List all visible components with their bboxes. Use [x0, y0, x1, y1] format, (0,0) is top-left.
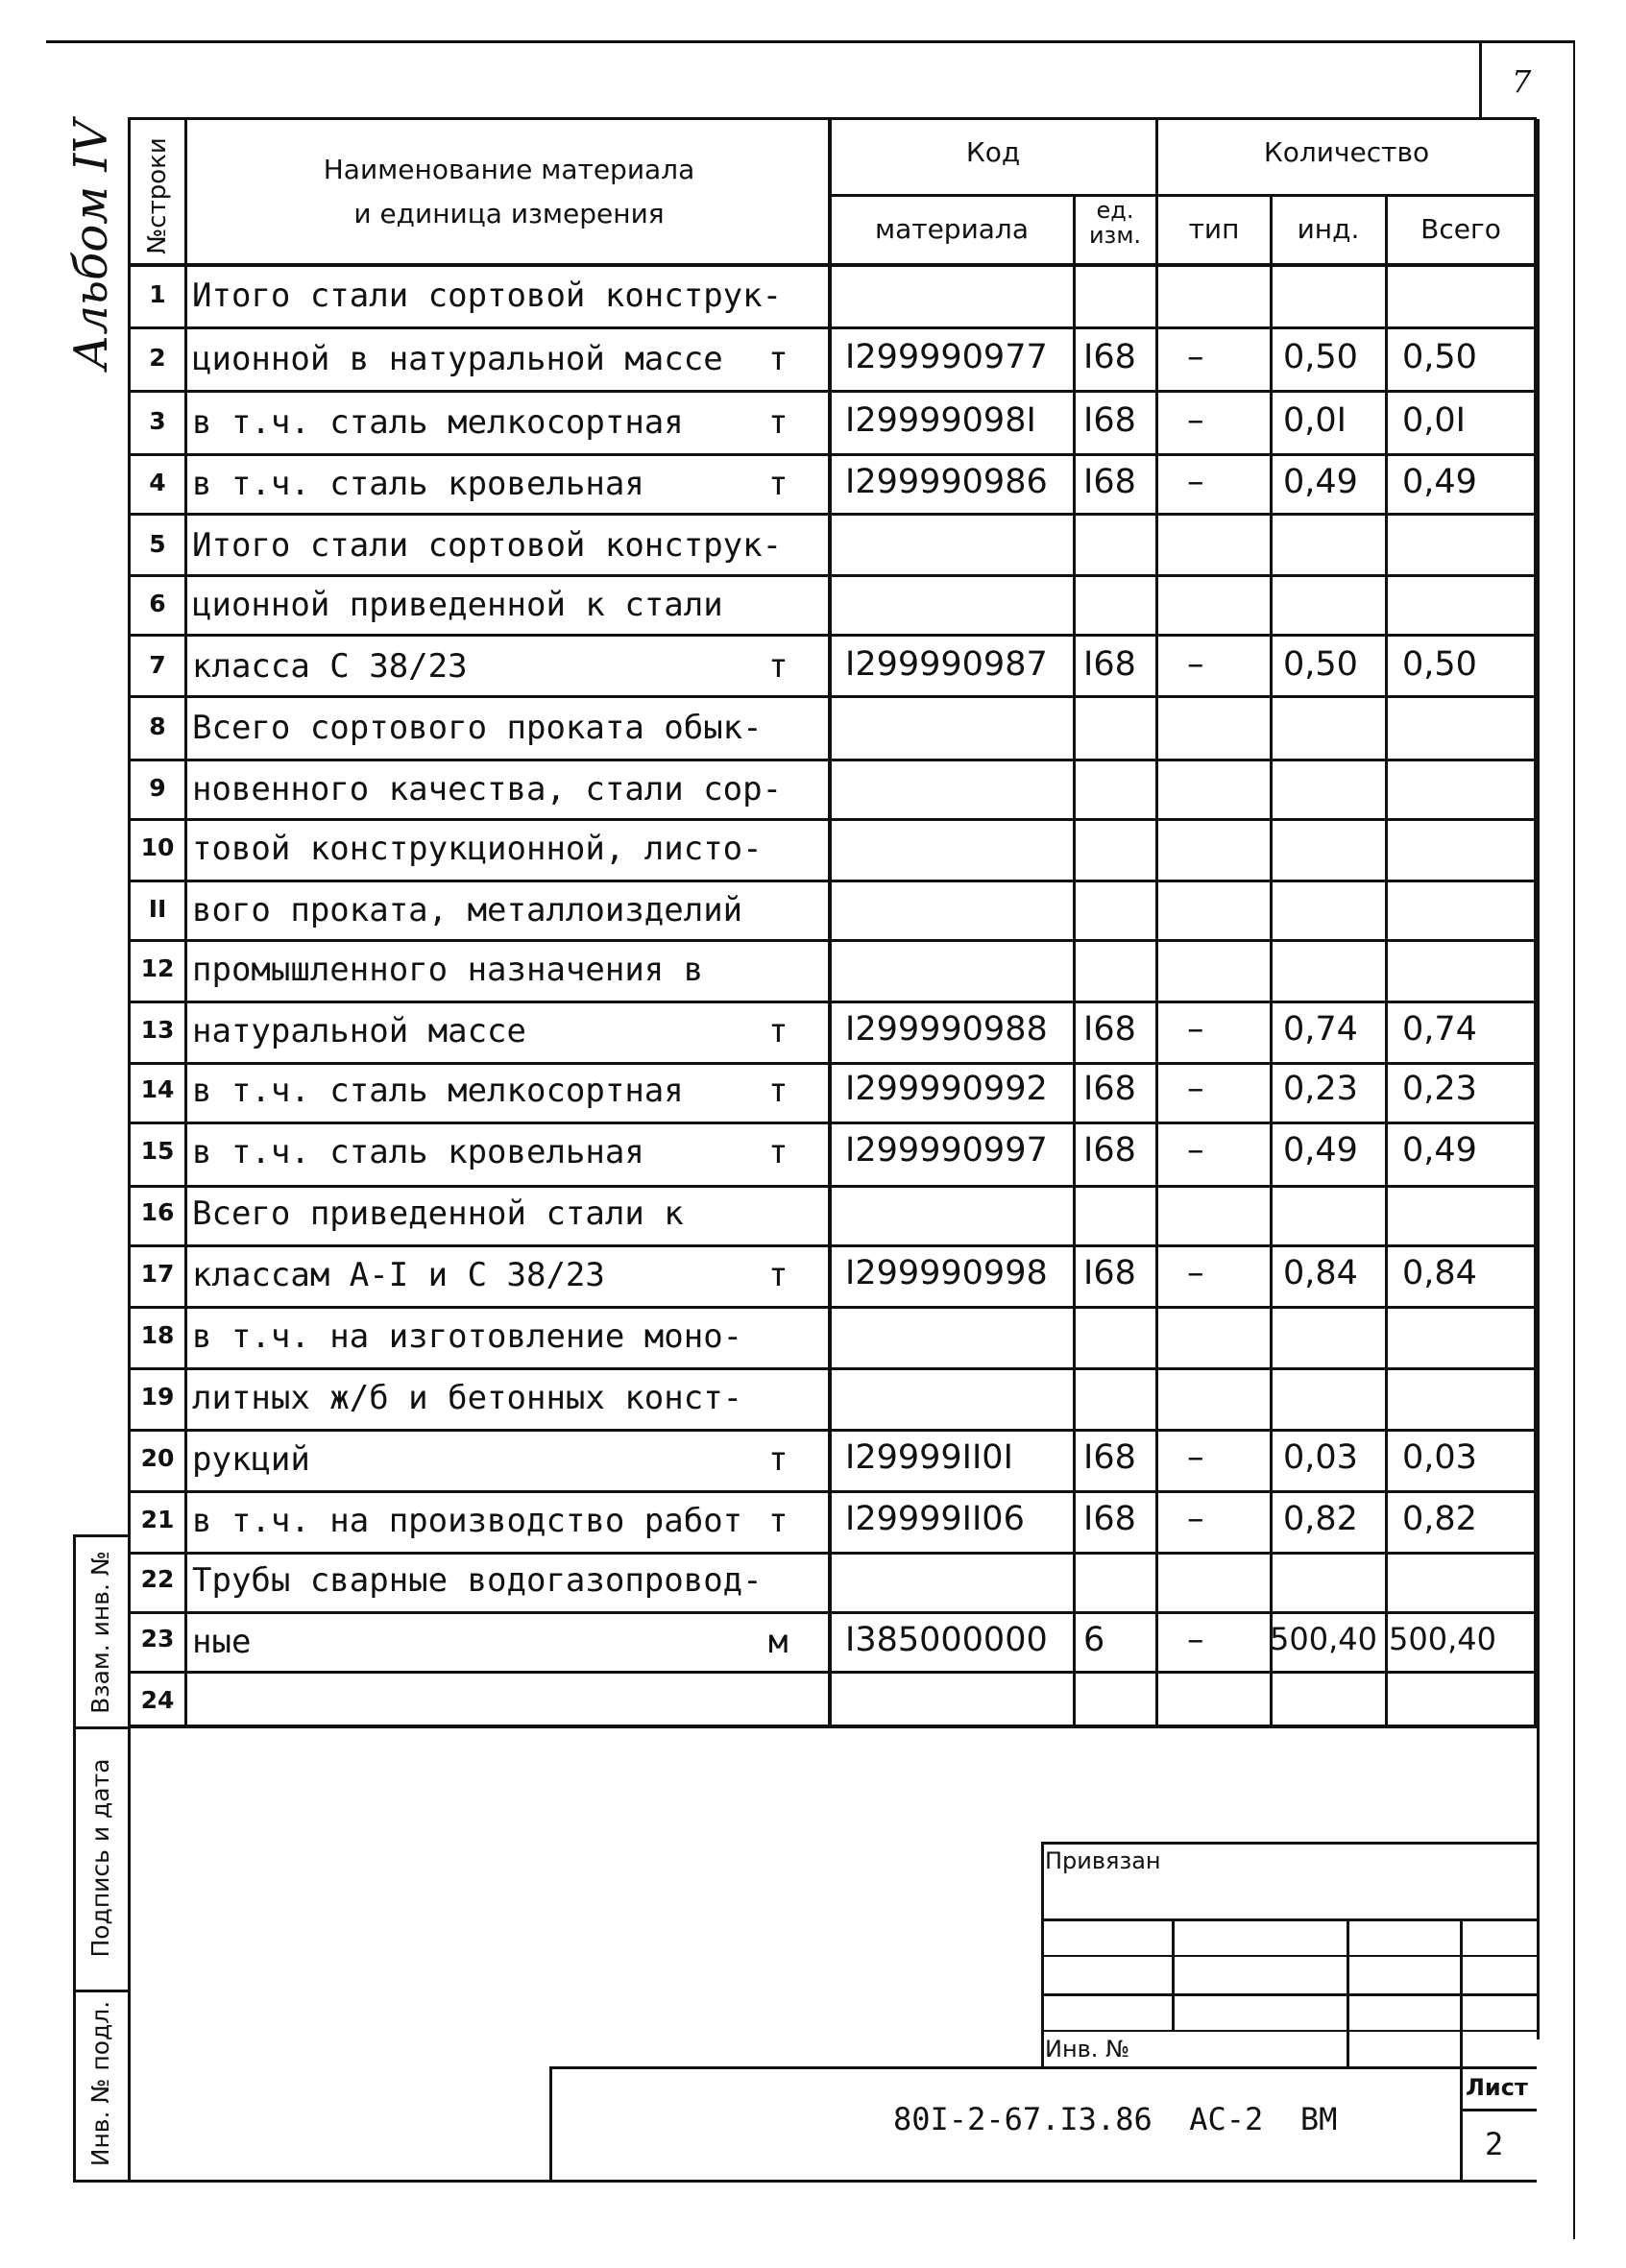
- row-unit-code: I68: [1083, 401, 1136, 440]
- row-number: 23: [140, 1625, 175, 1653]
- row-unit: т: [768, 1256, 789, 1294]
- row-total: 0,50: [1402, 645, 1477, 684]
- row-number: 20: [140, 1444, 175, 1472]
- row-line: [128, 1001, 1537, 1003]
- header-row-number: №строки: [143, 137, 172, 254]
- titleblock-top: [549, 2066, 1537, 2069]
- row-total: 0,84: [1402, 1254, 1477, 1292]
- row-type: –: [1187, 338, 1204, 376]
- row-type: –: [1187, 645, 1204, 684]
- row-unit-code: I68: [1083, 1070, 1136, 1108]
- row-total: 0,49: [1402, 1131, 1477, 1170]
- row-name: Итого стали сортовой конструк-: [192, 526, 783, 565]
- row-name: товой конструкционной, листо-: [192, 830, 763, 868]
- row-ind: 500,40: [1270, 1621, 1377, 1657]
- header-qty-ind: инд.: [1297, 213, 1360, 245]
- privyazan-col: [1460, 1918, 1463, 2180]
- col-divider-rownum: [184, 117, 187, 1726]
- row-line: [128, 939, 1537, 942]
- row-unit: т: [768, 647, 789, 686]
- row-unit-code: 6: [1083, 1621, 1105, 1659]
- col-divider-code: [1073, 194, 1076, 1726]
- row-line: [128, 1367, 1537, 1370]
- row-total: 0,49: [1402, 463, 1477, 501]
- row-number: 21: [140, 1506, 175, 1533]
- row-name: в т.ч. сталь мелкосортная: [192, 403, 684, 442]
- row-total: 0,0I: [1402, 401, 1466, 440]
- row-ind: 0,49: [1283, 463, 1358, 501]
- row-number: 16: [140, 1198, 175, 1226]
- row-type: –: [1187, 401, 1204, 440]
- row-unit-code: I68: [1083, 1438, 1136, 1477]
- row-unit: т: [768, 1502, 789, 1540]
- row-type: –: [1187, 1438, 1204, 1477]
- row-name: ционной в натуральной массе: [192, 340, 723, 378]
- row-code: I299990988: [845, 1010, 1048, 1049]
- row-name: класса С 38/23: [192, 647, 468, 686]
- row-line: [128, 1552, 1537, 1555]
- header-code-unit: ед. изм.: [1088, 197, 1142, 250]
- row-unit-code: I68: [1083, 645, 1136, 684]
- row-type: –: [1187, 1500, 1204, 1538]
- row-unit: т: [768, 1012, 789, 1050]
- col-divider-type: [1270, 194, 1273, 1726]
- row-unit-code: I68: [1083, 338, 1136, 376]
- row-total: 500,40: [1389, 1621, 1496, 1657]
- row-ind: 0,50: [1283, 645, 1358, 684]
- row-type: –: [1187, 1131, 1204, 1170]
- sheet-label: Лист: [1466, 2074, 1528, 2101]
- row-code: I299990986: [845, 463, 1048, 501]
- row-number: 5: [149, 530, 166, 558]
- titleblock-bottom-border: [128, 2180, 1537, 2183]
- row-ind: 0,84: [1283, 1254, 1358, 1292]
- row-line: [128, 818, 1537, 821]
- row-number: 8: [149, 712, 166, 740]
- row-name: натуральной массе: [192, 1012, 526, 1050]
- row-name: в т.ч. на изготовление моно-: [192, 1317, 743, 1356]
- privyazan-label: Привязан: [1045, 1847, 1161, 1874]
- row-number: 18: [140, 1321, 175, 1349]
- page-mark: 7: [1512, 63, 1532, 100]
- row-line: [128, 695, 1537, 698]
- row-line: [128, 1611, 1537, 1614]
- row-unit-code: I68: [1083, 1500, 1136, 1538]
- header-qty-type: тип: [1188, 213, 1240, 245]
- row-line: [128, 1306, 1537, 1309]
- row-ind: 0,49: [1283, 1131, 1358, 1170]
- stamp-left-border: [73, 1534, 76, 2182]
- row-unit: т: [768, 1133, 789, 1171]
- row-unit: т: [768, 1072, 789, 1110]
- row-type: –: [1187, 463, 1204, 501]
- row-name: ционной приведенной к стали: [192, 586, 723, 624]
- col-divider-name: [828, 117, 832, 1726]
- row-type: –: [1187, 1254, 1204, 1292]
- row-line: [128, 326, 1537, 329]
- row-line: [128, 634, 1537, 637]
- row-name: промышленного назначения в: [192, 951, 704, 989]
- top-border: [46, 40, 1573, 43]
- header-code: Код: [965, 136, 1021, 168]
- row-line: [128, 513, 1537, 516]
- row-unit-code: I68: [1083, 1131, 1136, 1170]
- row-name: Всего сортового проката обык-: [192, 709, 763, 747]
- col-divider-ind: [1385, 194, 1388, 1726]
- row-type: –: [1187, 1621, 1204, 1659]
- table-bottom-border: [128, 1725, 1537, 1728]
- row-number: 17: [140, 1260, 175, 1288]
- row-number: 22: [140, 1565, 175, 1593]
- row-code: I29999098I: [845, 401, 1036, 440]
- privyazan-top: [1041, 1842, 1537, 1845]
- row-ind: 0,23: [1283, 1070, 1358, 1108]
- row-number: 24: [140, 1686, 175, 1714]
- table-right-border: [1534, 117, 1537, 1726]
- row-line: [128, 1429, 1537, 1432]
- row-type: –: [1187, 1010, 1204, 1049]
- row-name: ные: [192, 1623, 252, 1661]
- row-number: 14: [140, 1075, 175, 1103]
- row-name: в т.ч. сталь кровельная: [192, 465, 644, 503]
- row-number: 19: [140, 1383, 175, 1411]
- row-name: вого проката, металлоизделий: [192, 891, 743, 929]
- row-line: [128, 574, 1537, 577]
- row-total: 0,23: [1402, 1070, 1477, 1108]
- row-unit: т: [768, 403, 789, 442]
- row-total: 0,50: [1402, 338, 1477, 376]
- header-name-line1: Наименование материала: [323, 154, 695, 185]
- row-ind: 0,50: [1283, 338, 1358, 376]
- row-ind: 0,03: [1283, 1438, 1358, 1477]
- row-name: в т.ч. сталь мелкосортная: [192, 1072, 684, 1110]
- row-name: в т.ч. на производство работ: [192, 1502, 743, 1540]
- row-type: –: [1187, 1070, 1204, 1108]
- row-code: I29999II06: [845, 1500, 1025, 1538]
- row-total: 0,74: [1402, 1010, 1477, 1049]
- header-code-material: материала: [874, 213, 1029, 245]
- row-code: I299990997: [845, 1131, 1048, 1170]
- row-unit: т: [768, 465, 789, 503]
- row-name: Трубы сварные водогазопровод-: [192, 1561, 763, 1600]
- row-name: Всего приведенной стали к: [192, 1194, 684, 1233]
- row-line: [128, 1122, 1537, 1124]
- row-name: литных ж/б и бетонных конст-: [192, 1379, 743, 1417]
- row-name: новенного качества, стали сор-: [192, 770, 783, 808]
- row-number: 4: [149, 469, 166, 496]
- row-number: 3: [149, 407, 166, 435]
- row-unit-code: I68: [1083, 1254, 1136, 1292]
- titleblock-left: [549, 2066, 552, 2180]
- row-line: [128, 390, 1537, 393]
- inv-no-label: Инв. №: [1045, 2036, 1130, 2063]
- header-bottom-border: [128, 263, 1537, 267]
- page-mark-divider: [1479, 40, 1482, 119]
- privyazan-left: [1041, 1842, 1044, 2066]
- header-qty-total: Всего: [1420, 213, 1501, 245]
- row-number: 9: [149, 774, 166, 802]
- row-number: 10: [140, 833, 175, 861]
- row-unit: т: [768, 340, 789, 378]
- row-line: [128, 1244, 1537, 1247]
- row-ind: 0,82: [1283, 1500, 1358, 1538]
- document-code: 80I-2-67.I3.86 АС-2 ВМ: [893, 2101, 1338, 2137]
- stamp-inv-podl: Инв. № подл.: [86, 2000, 114, 2167]
- row-unit: т: [768, 1440, 789, 1479]
- row-unit-code: I68: [1083, 1010, 1136, 1049]
- list-divider: [1460, 2109, 1537, 2111]
- sheet-number: 2: [1485, 2126, 1504, 2162]
- row-code: I299990998: [845, 1254, 1048, 1292]
- row-number: 6: [149, 590, 166, 617]
- row-code: I299990987: [845, 645, 1048, 684]
- row-line: [128, 1062, 1537, 1065]
- row-name: в т.ч. сталь кровельная: [192, 1133, 644, 1171]
- row-total: 0,82: [1402, 1500, 1477, 1538]
- stamp-vzam-inv: Взам. инв. №: [86, 1551, 114, 1714]
- row-line: [128, 759, 1537, 761]
- row-unit: м: [768, 1623, 789, 1661]
- row-line: [128, 1185, 1537, 1188]
- header-name-line2: и единица измерения: [353, 198, 665, 229]
- row-unit-code: I68: [1083, 463, 1136, 501]
- frame-right-border: [1537, 119, 1540, 2039]
- privyazan-col: [1347, 1918, 1349, 2066]
- row-name: классам А-I и С 38/23: [192, 1256, 605, 1294]
- row-name: рукций: [192, 1440, 310, 1479]
- privyazan-col: [1172, 1918, 1175, 2030]
- row-number: 12: [140, 954, 175, 982]
- album-label: Альбом IV: [64, 120, 118, 370]
- row-ind: 0,74: [1283, 1010, 1358, 1049]
- table-top-border: [128, 117, 1537, 120]
- header-subdivider: [828, 194, 1537, 197]
- stamp-podpis-data: Подпись и дата: [86, 1758, 114, 1958]
- row-number: 7: [149, 651, 166, 679]
- row-ind: 0,0I: [1283, 401, 1347, 440]
- row-code: I385000000: [845, 1621, 1048, 1659]
- row-code: I299990977: [845, 338, 1048, 376]
- row-line: [128, 880, 1537, 882]
- row-name: Итого стали сортовой конструк-: [192, 277, 783, 315]
- row-line: [128, 453, 1537, 456]
- row-number: 1: [149, 280, 166, 308]
- sheet-edge: [1573, 40, 1575, 2239]
- row-line: [128, 1490, 1537, 1493]
- row-number: II: [148, 895, 167, 923]
- row-code: I299990992: [845, 1070, 1048, 1108]
- row-number: 13: [140, 1016, 175, 1044]
- row-line: [128, 1671, 1537, 1674]
- row-number: 2: [149, 344, 166, 372]
- col-divider-unit: [1155, 117, 1158, 1726]
- header-quantity: Количество: [1263, 136, 1430, 168]
- row-total: 0,03: [1402, 1438, 1477, 1477]
- row-number: 15: [140, 1137, 175, 1165]
- row-code: I29999II0I: [845, 1438, 1013, 1477]
